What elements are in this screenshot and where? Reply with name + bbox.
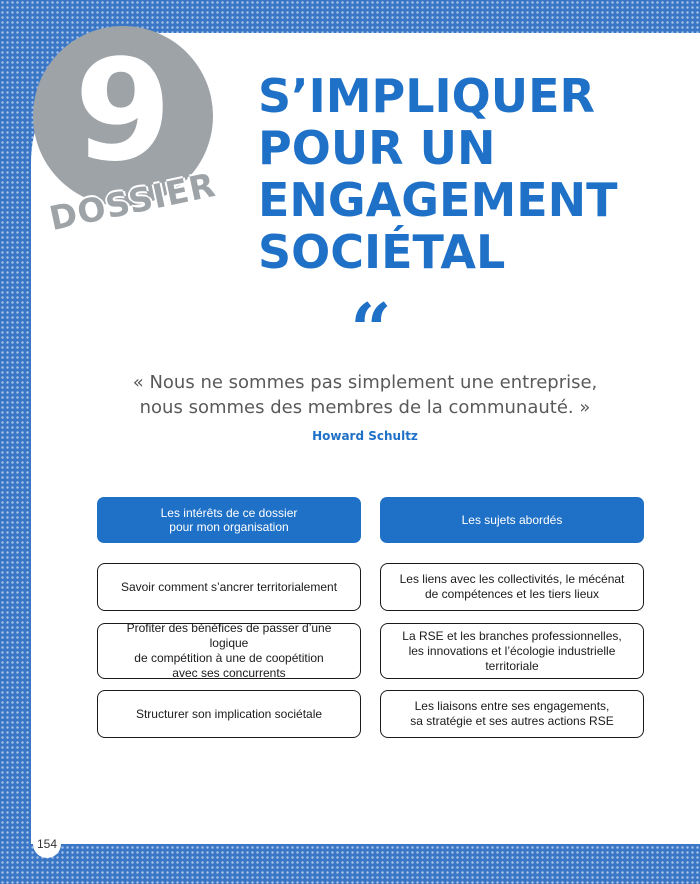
right-item-3	[380, 690, 644, 738]
item-line: sa stratégie et ses autres actions RSE	[410, 714, 614, 728]
header-line: Les intérêts de ce dossier	[160, 506, 298, 520]
item-line: avec ses concurrents	[172, 666, 286, 680]
item-line: de compétences et les tiers lieux	[424, 587, 600, 601]
page-number: 154	[33, 830, 61, 858]
item-line: territoriale	[485, 658, 539, 673]
title-line: POUR UN	[258, 121, 496, 175]
item-line: Les liens avec les collectivités, le mécénat	[399, 572, 625, 586]
quote-mark-icon: “	[350, 287, 392, 372]
header-line: Les sujets abordés	[461, 513, 563, 527]
item-line: de compétition à une de coopétition	[134, 651, 324, 665]
quote-author: Howard Schultz	[312, 429, 418, 443]
item-line: Profiter des bénéfices de passer d’une logique	[126, 621, 332, 650]
header-line: pour mon organisation	[169, 520, 289, 534]
quote-line: nous sommes des membres de la communauté. »	[139, 397, 591, 418]
quote-text	[60, 370, 670, 420]
left-column-header	[97, 497, 361, 543]
left-item-1	[97, 563, 361, 611]
quote-line: « Nous ne sommes pas simplement une entreprise,	[132, 372, 598, 393]
left-item-3	[97, 690, 361, 738]
item-line: les innovations et l’écologie industrielle	[408, 643, 616, 658]
title-line: SOCIÉTAL	[258, 225, 506, 279]
title-line: S’IMPLIQUER	[258, 69, 595, 123]
dossier-label: DOSSIER	[45, 164, 220, 239]
left-item-2	[97, 623, 361, 679]
item-line: Les liaisons entre ses engagements,	[414, 699, 610, 713]
right-column-header	[380, 497, 644, 543]
page-title	[258, 70, 688, 278]
title-line: ENGAGEMENT	[258, 173, 618, 227]
dossier-number: 9	[74, 30, 172, 193]
item-line: Structurer son implication sociétale	[135, 706, 323, 721]
item-line: La RSE et les branches professionnelles,	[402, 628, 622, 643]
right-item-2	[380, 623, 644, 679]
right-item-1	[380, 563, 644, 611]
item-line: Savoir comment s’ancrer territorialement	[120, 579, 338, 594]
